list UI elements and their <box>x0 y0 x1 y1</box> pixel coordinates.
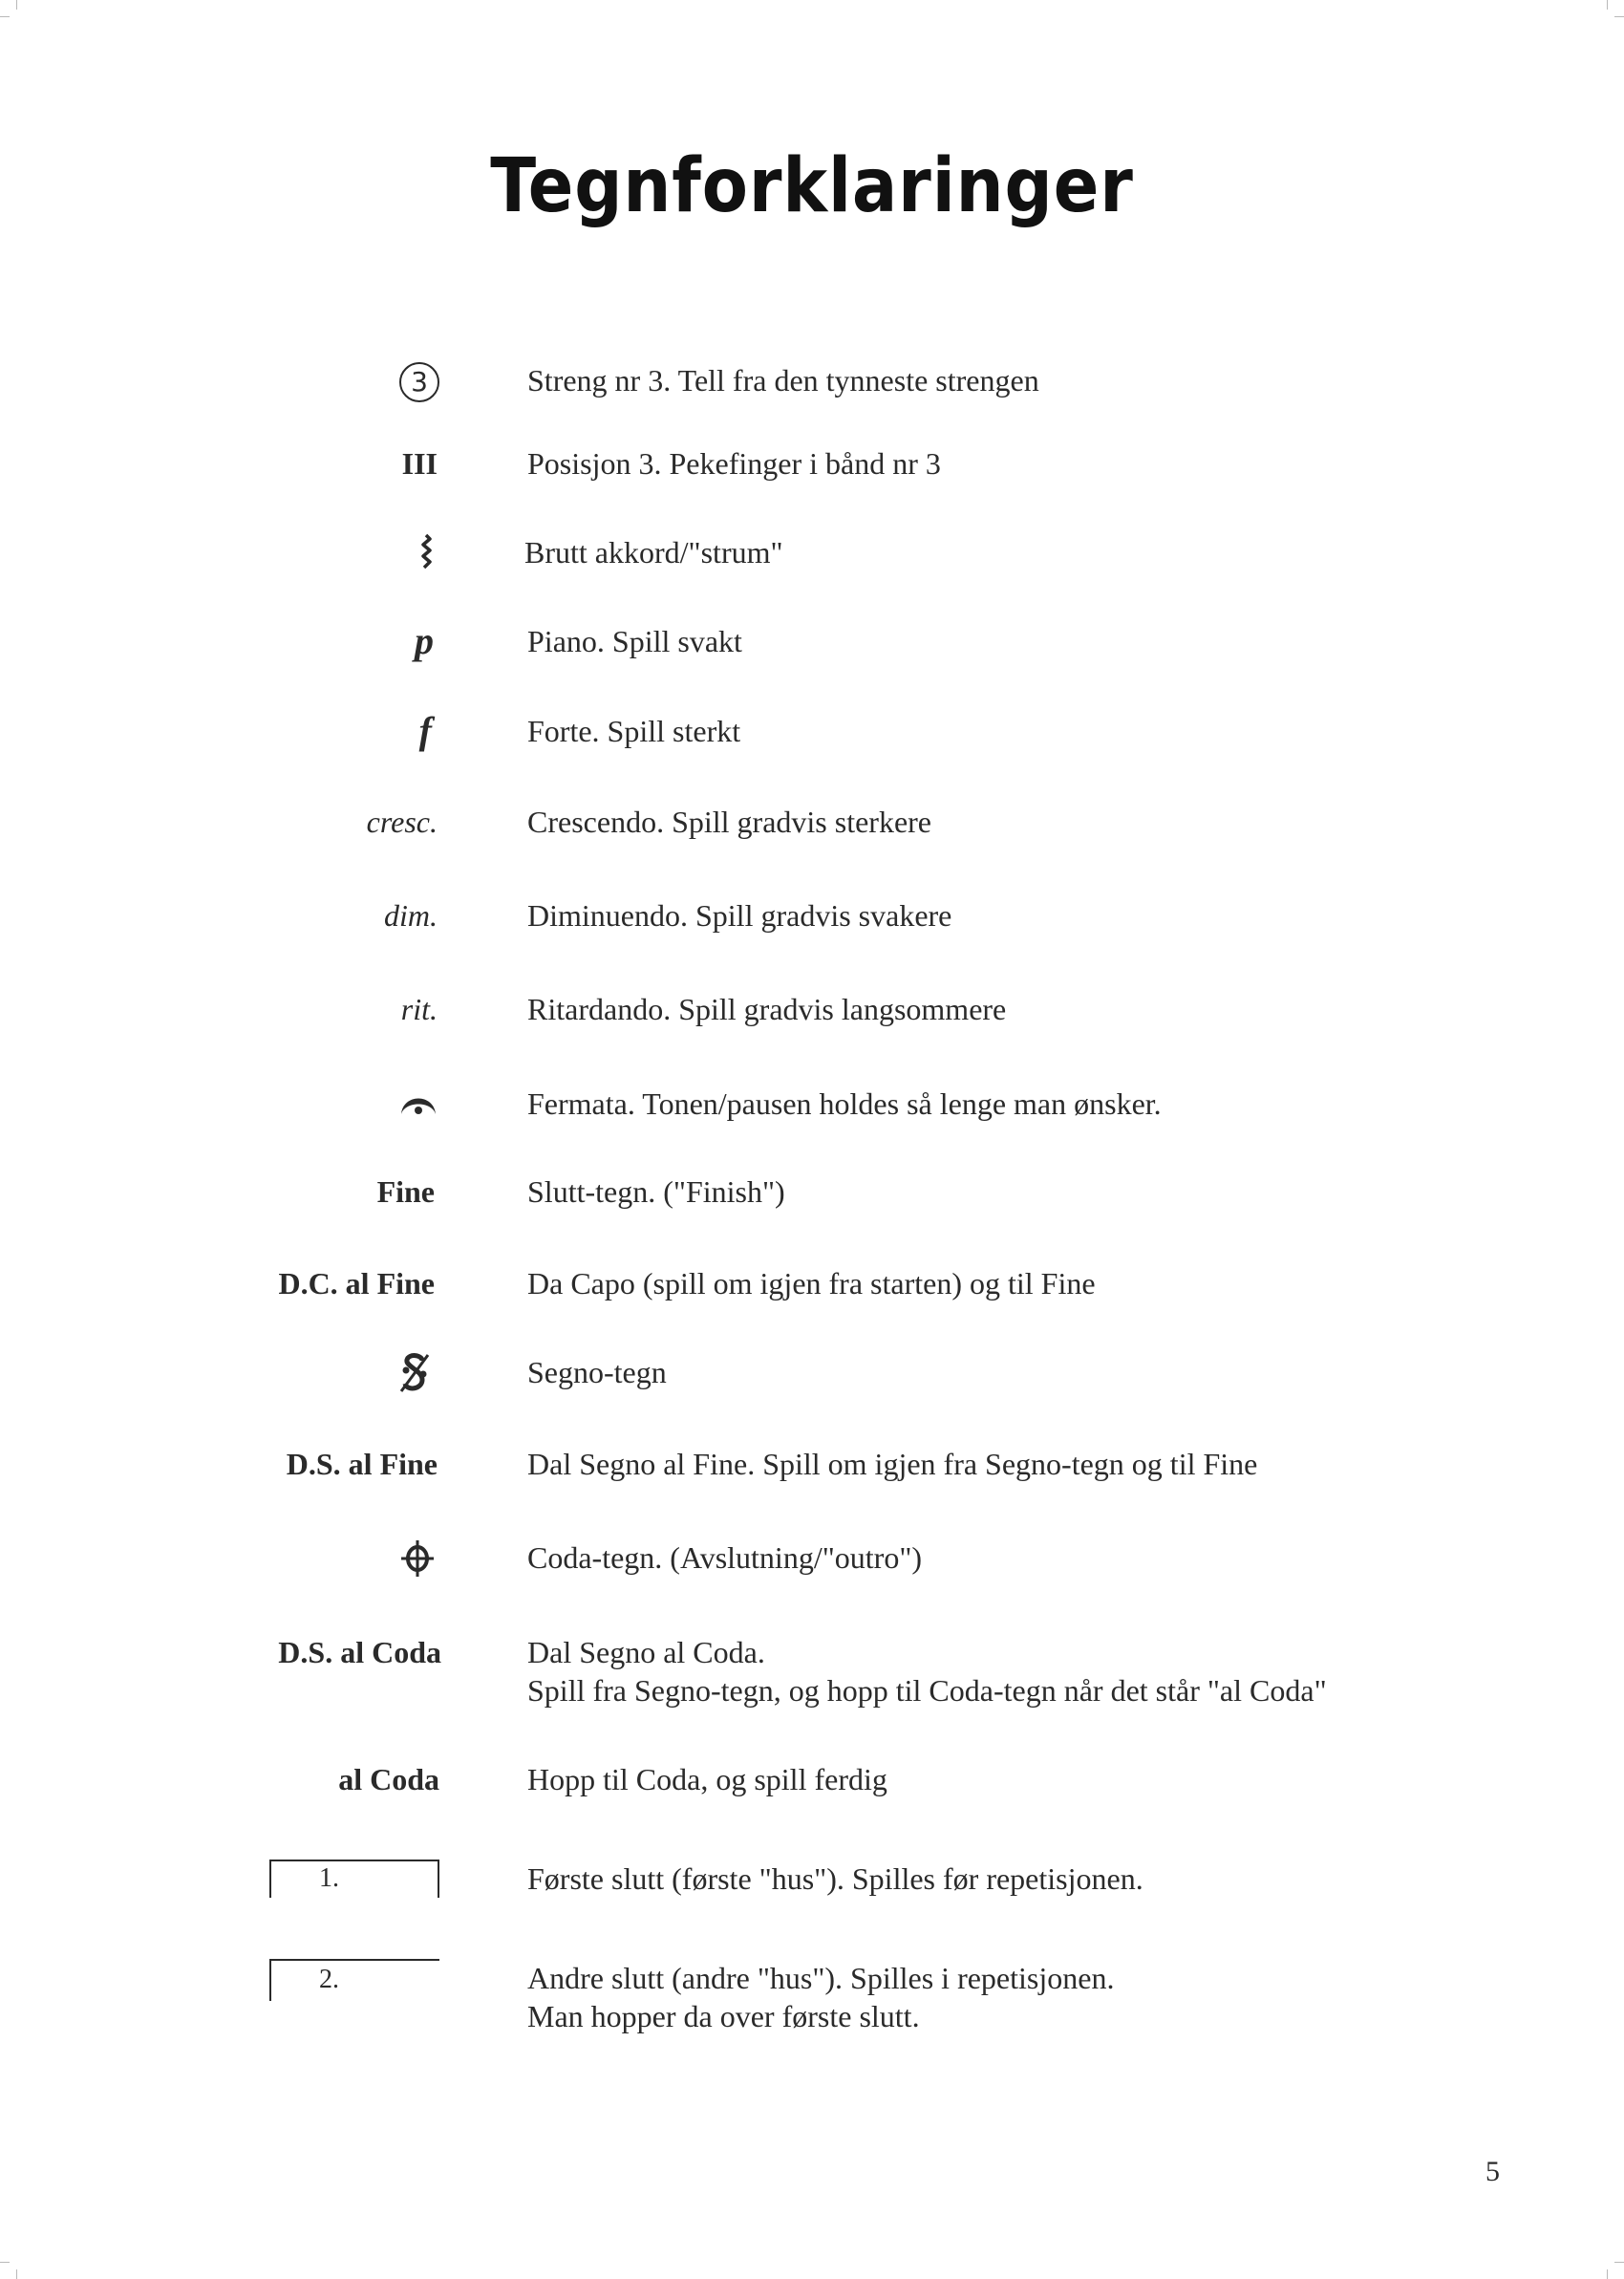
legend-description: Piano. Spill svakt <box>527 624 742 658</box>
crop-mark <box>16 2269 17 2279</box>
legend-symbol: f <box>418 709 432 752</box>
legend-symbol <box>399 1538 436 1587</box>
coda-icon <box>399 1538 436 1579</box>
volta-bracket-second <box>269 1959 439 1995</box>
volta-line <box>269 1959 271 2001</box>
arpeggio-icon <box>419 533 433 571</box>
legend-description: Crescendo. Spill gradvis sterkere <box>527 805 931 839</box>
legend-symbol: D.C. al Fine <box>278 1266 435 1301</box>
legend-description: Andre slutt (andre "hus"). Spilles i repetisjonen. Man hopper da over første slutt. <box>527 1961 1115 2033</box>
legend-description: Fermata. Tonen/pausen holdes så lenge man ønsker. <box>527 1086 1162 1121</box>
legend-symbol: Fine <box>376 1174 435 1209</box>
volta-line <box>269 1860 271 1898</box>
legend-description: Forte. Spill sterkt <box>527 714 741 748</box>
fermata-icon <box>397 1089 439 1118</box>
legend-description: Segno-tegn <box>527 1355 667 1389</box>
legend-description: Dal Segno al Fine. Spill om igjen fra Segno-tegn og til Fine <box>527 1447 1258 1481</box>
legend-description: Streng nr 3. Tell fra den tynneste strengen <box>527 363 1039 398</box>
legend-symbol <box>419 533 433 580</box>
legend-description: Diminuendo. Spill gradvis svakere <box>527 898 952 933</box>
legend-description: Hopp til Coda, og spill ferdig <box>527 1762 887 1796</box>
legend-description: Coda-tegn. (Avslutning/"outro") <box>527 1540 923 1575</box>
legend-symbol: III <box>401 446 438 481</box>
legend-description: Brutt akkord/"strum" <box>524 535 783 570</box>
crop-mark <box>1607 2269 1608 2279</box>
legend-description: Posisjon 3. Pekefinger i bånd nr 3 <box>527 446 941 481</box>
legend-description: Dal Segno al Coda. Spill fra Segno-tegn, og hopp til Coda-tegn når det står "al Coda" <box>527 1635 1327 1708</box>
legend-description: Første slutt (første "hus"). Spilles før repetisjonen. <box>527 1861 1143 1896</box>
legend-symbol: D.S. al Fine <box>286 1447 438 1481</box>
crop-mark <box>16 0 17 10</box>
legend-symbol <box>399 361 439 402</box>
volta-bracket-first <box>269 1860 439 1896</box>
page-number: 5 <box>1485 2156 1500 2187</box>
crop-mark <box>1607 0 1608 10</box>
volta-line <box>438 1860 439 1898</box>
crop-mark <box>0 2262 10 2263</box>
volta-number: 2. <box>319 1965 339 1994</box>
legend-description: Slutt-tegn. ("Finish") <box>527 1174 785 1209</box>
legend-symbol: dim. <box>384 898 438 933</box>
crop-mark <box>1614 2262 1624 2263</box>
legend-symbol <box>397 1088 439 1127</box>
legend-description: Da Capo (spill om igjen fra starten) og til Fine <box>527 1266 1096 1301</box>
volta-number: 1. <box>319 1863 339 1893</box>
legend-description: Ritardando. Spill gradvis langsommere <box>527 992 1007 1026</box>
page-title: Tegnforklaringer <box>490 143 1134 229</box>
legend-symbol: al Coda <box>338 1762 439 1796</box>
volta-line <box>269 1860 439 1861</box>
circled-string-number: 3 <box>399 362 439 402</box>
legend-symbol: rit. <box>400 992 438 1026</box>
volta-line <box>269 1959 439 1961</box>
legend-symbol: p <box>415 619 434 662</box>
legend-symbol <box>397 1351 432 1404</box>
crop-mark <box>1614 16 1624 17</box>
segno-icon <box>397 1351 432 1395</box>
legend-symbol: cresc. <box>366 805 438 839</box>
crop-mark <box>0 16 10 17</box>
legend-symbol: D.S. al Coda <box>278 1635 441 1669</box>
